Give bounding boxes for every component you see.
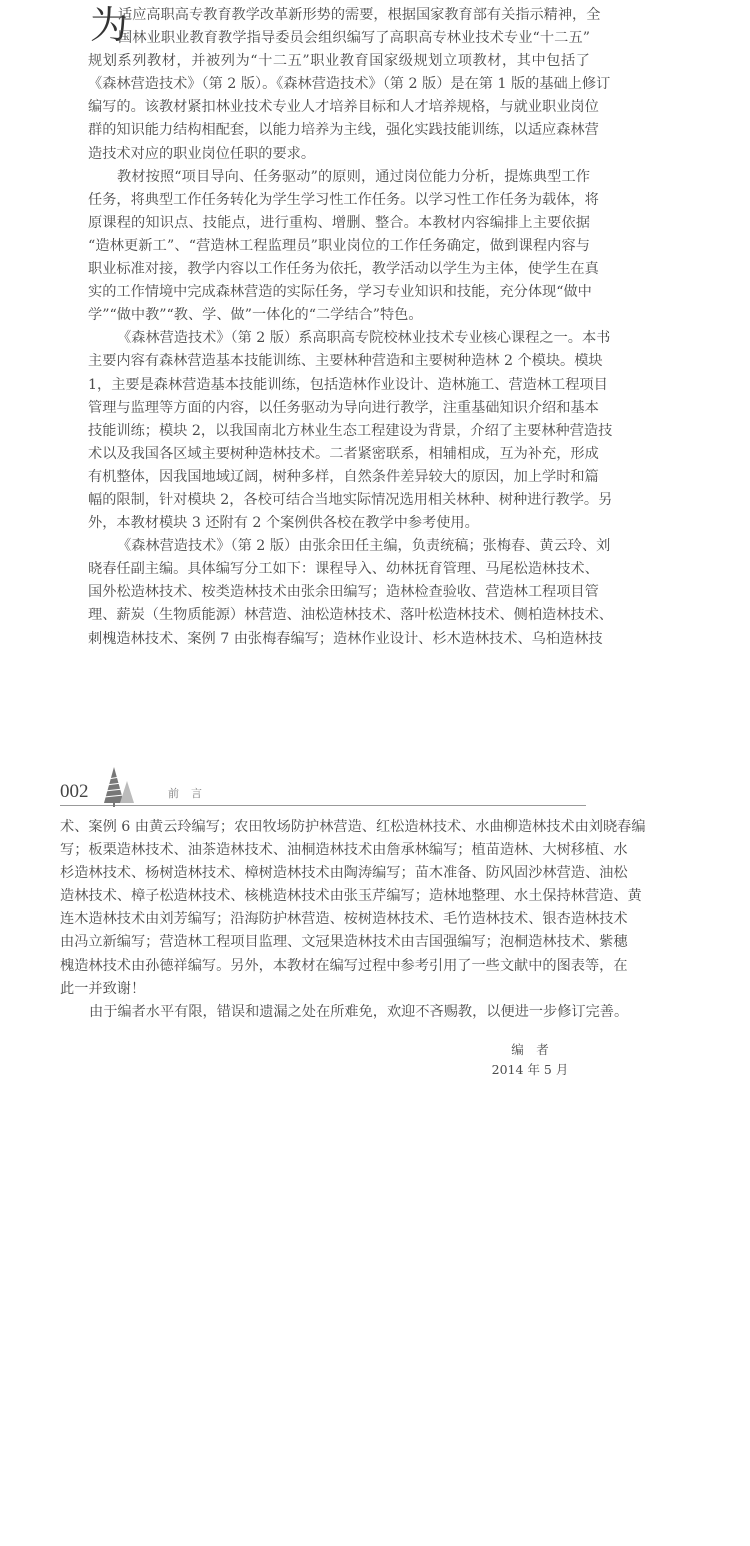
text-line: 学”“做中教”“教、学、做”一体化的“二学结合”特色。 [88,307,423,324]
text-line: 原课程的知识点、技能点，进行重构、增删、整合。本教材内容编排上主要依据 [88,214,590,231]
paragraph [88,535,613,650]
text-line: 技能训练；模块 2，以我国南北方林业生态工程建设为背景，介绍了主要林种营造技 [88,422,613,439]
text-line: 国外松造林技术、桉类造林技术由张余田编写；造林检查验收、营造林工程项目管 [88,584,599,601]
text-line: 管理与监理等方面的内容，以任务驱动为导向进行教学，注重基础知识介绍和基本 [88,399,599,416]
page-number: 002 [60,781,89,802]
text-line: 由冯立新编写；营造林工程项目监理、文冠果造林技术由吉国强编写；泡桐造林技术、紫穗 [60,934,628,951]
date: 2014 年 5 月 [491,1062,569,1077]
text-line: 刺槐造林技术、案例 7 由张梅春编写；造林作业设计、杉木造林技术、乌桕造林技 [88,630,603,647]
drop-cap: 为 [90,3,129,47]
text-line: 《森林营造技术》（第 2 版）系高职高专院校林业技术专业核心课程之一。本书 [117,330,611,347]
text-line: 《森林营造技术》（第 2 版）。《森林营造技术》（第 2 版）是在第 1 版的基础上修订 [88,76,611,93]
text-line: 编写的。该教材紧扣林业技术专业人才培养目标和人才培养规格，与就业职业岗位 [88,99,599,116]
text-line: 《森林营造技术》（第 2 版）由张余田任主编，负责统稿；张梅春、黄云玲、刘 [117,538,611,555]
text-line: 规划系列教材，并被列为“十二五”职业教育国家级规划立项教材，其中包括了 [88,53,590,70]
text-line: 外，本教材模块 3 还附有 2 个案例供各校在教学中参考使用。 [88,515,479,532]
text-line: 造技术对应的职业岗位任职的要求。 [88,145,316,162]
text-line: 由于编者水平有限，错误和遗漏之处在所难免，欢迎不吝赐教，以便进一步修订完善。 [89,1003,629,1020]
text-line: 术以及我国各区域主要树种造林技术。二者紧密联系，相辅相成，互为补充，形成 [88,445,599,462]
page1-body [88,4,613,651]
text-line: 教材按照“项目导向、任务驱动”的原则，通过岗位能力分析，提炼典型工作 [117,168,590,185]
text-line: 群的知识能力结构相配套，以能力培养为主线，强化实践技能训练，以适应森林营 [88,122,599,139]
text-line: 实的工作情境中完成森林营造的实际任务，学习专业知识和技能，充分体现“做中 [88,284,592,301]
paragraph [88,166,599,328]
text-line: 槐造林技术由孙德祥编写。另外，本教材在编写过程中参考引用了一些文献中的图表等，在 [60,957,628,974]
text-line: 职业标准对接，教学内容以工作任务为依托，教学活动以学生为主体，使学生在真 [88,261,599,278]
text-line: 1，主要是森林营造基本技能训练，包括造林作业设计、造林施工、营造林工程项目 [88,376,608,393]
text-line: 幅的限制，针对模块 2，各校可结合当地实际情况选用相关林种、树种进行教学。另 [88,491,613,508]
text-line: 写；板栗造林技术、油茶造林技术、油桐造林技术由詹承林编写；植苗造林、大树移植、水 [60,842,628,859]
tree-icon [100,767,160,807]
text-line: 术、案例 6 由黄云玲编写；农田牧场防护林营造、红松造林技术、水曲柳造林技术由刘晓春编 [60,819,646,835]
paragraph [60,816,646,1001]
text-line: 杉造林技术、杨树造林技术、樟树造林技术由陶涛编写；苗木准备、防风固沙林营造、油松 [60,865,628,882]
text-line: 晓春任副主编。具体编写分工如下：课程导入、幼林抚育管理、马尾松造林技术、 [88,561,599,578]
text-line: 此一并致谢！ [60,980,146,997]
text-line: 理、薪炭（生物质能源）林营造、油松造林技术、落叶松造林技术、侧柏造林技术、 [88,607,613,624]
page-header [60,775,586,806]
paragraph [88,327,613,535]
text-line: 连木造林技术由刘芳编写；沿海防护林营造、桉树造林技术、毛竹造林技术、银杏造林技术 [60,911,628,928]
text-line: 适应高职高专教育教学改革新形势的需要，根据国家教育部有关指示精神，全 [118,7,601,23]
paragraph [60,1001,629,1024]
header-title: 前言 [168,787,214,800]
text-line: “造林更新工”、“营造林工程监理员”职业岗位的工作任务确定，做到课程内容与 [88,237,590,254]
text-line: 主要内容有森林营造基本技能训练、主要林种营造和主要树种造林 2 个模块。模块 [88,353,603,370]
paragraph [88,4,611,166]
signature-block [490,1040,570,1080]
text-line: 任务，将典型工作任务转化为学生学习性工作任务。以学习性工作任务为载体，将 [88,191,599,208]
text-line: 造林技术、樟子松造林技术、核桃造林技术由张玉芹编写；造林地整理、水土保持林营造、黄 [60,888,642,905]
text-line: 有机整体，因我国地域辽阔，树种多样，自然条件差异较大的原因，加上学时和篇 [88,468,599,485]
page2-body [60,816,646,1024]
text-line: 国林业职业教育教学指导委员会组织编写了高职高专林业技术专业“十二五” [118,30,590,47]
signature: 编 者 [511,1042,549,1057]
